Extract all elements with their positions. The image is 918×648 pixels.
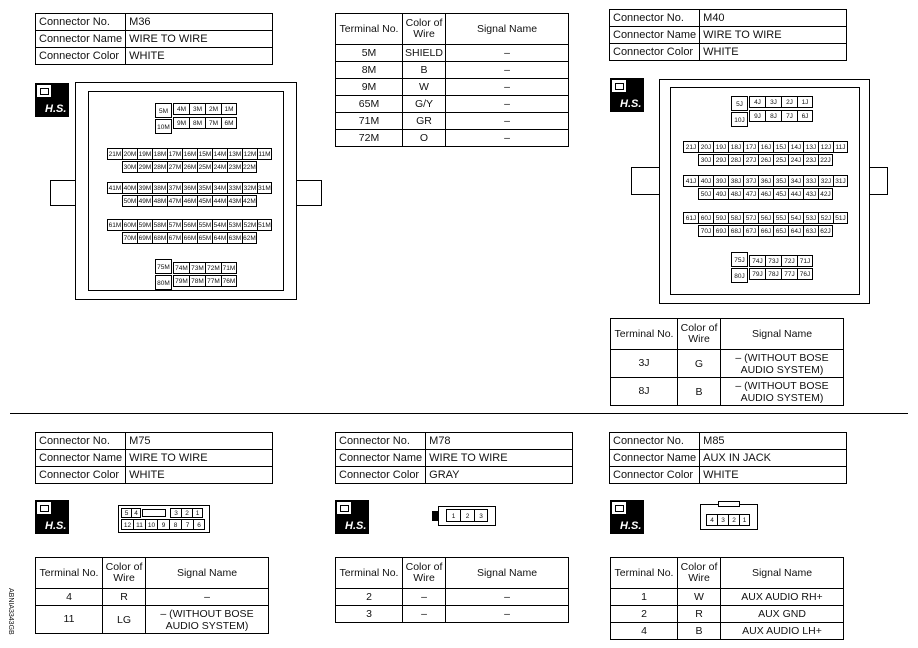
pin-row [683, 141, 848, 153]
terminal-pin: 16J [758, 141, 773, 153]
terminal-pin: 75M [155, 259, 172, 274]
terminal-pin: 16M [182, 148, 197, 160]
pin-row [749, 110, 813, 122]
table-row: 4 B AUX AUDIO LH+ [611, 623, 844, 640]
terminal-pin: 25M [197, 161, 212, 173]
terminal-pin: 63M [227, 232, 242, 244]
m75-connector-no: M75 [126, 433, 273, 450]
pin-row [122, 232, 257, 244]
terminal-pin: 18J [728, 141, 743, 153]
terminal-pin: 12 [121, 519, 133, 530]
pin-row [107, 148, 272, 160]
m40-info-table: Connector No. M40 Connector Name WIRE TO WIRE Connector Color WHITE [609, 9, 847, 61]
terminal-pin: 36J [758, 175, 773, 187]
terminal-pin: 31M [257, 182, 272, 194]
terminal-pin: 8M [189, 117, 205, 129]
terminal-pin: 79J [749, 268, 765, 280]
terminal-pin: 5J [731, 96, 748, 111]
terminal-pin: 10J [731, 112, 748, 127]
pin-row [121, 519, 205, 530]
m78-connector-name: WIRE TO WIRE [426, 450, 573, 467]
pin-row [122, 195, 257, 207]
table-row: 4 R – [36, 589, 269, 606]
terminal-pin: 20J [698, 141, 713, 153]
terminal-pin: 28J [728, 154, 743, 166]
table-row: 8M B – [336, 62, 569, 79]
terminal-pin: 22J [818, 154, 833, 166]
terminal-pin: 39J [713, 175, 728, 187]
terminal-pin: 24M [212, 161, 227, 173]
terminal-pin: 60M [122, 219, 137, 231]
terminal-pin: 70M [122, 232, 137, 244]
terminal-pin: 38M [152, 182, 167, 194]
terminal-pin: 66M [182, 232, 197, 244]
terminal-pin: 20M [122, 148, 137, 160]
terminal-pin: 43J [803, 188, 818, 200]
table-row: 11 LG – (WITHOUT BOSE AUDIO SYSTEM) [36, 606, 269, 634]
terminal-pin: 26M [182, 161, 197, 173]
terminal-pin: 8J [765, 110, 781, 122]
pin-row [698, 188, 833, 200]
terminal-pin: 9J [749, 110, 765, 122]
pin-row [107, 182, 272, 194]
terminal-pin: 78J [765, 268, 781, 280]
m85-connector-no: M85 [700, 433, 847, 450]
m78-info-table: Connector No. M78 Connector Name WIRE TO WIRE Connector Color GRAY [335, 432, 573, 484]
section-divider [10, 413, 908, 414]
pin-row [170, 508, 203, 518]
terminal-pin: 67M [167, 232, 182, 244]
m36-connector-color: WHITE [126, 48, 273, 65]
terminal-pin: 41J [683, 175, 698, 187]
terminal-pin: 4M [173, 103, 189, 115]
terminal-pin: 29M [137, 161, 152, 173]
terminal-pin: 53M [227, 219, 242, 231]
terminal-pin: 34J [788, 175, 803, 187]
terminal-pin: 11 [133, 519, 145, 530]
terminal-pin: 7 [181, 519, 193, 530]
terminal-pin: 1 [739, 514, 750, 526]
terminal-pin: 70J [698, 225, 713, 237]
m75-terminal-table: Terminal No. Color of Wire Signal Name 4 R – 11 LG – (WITHOUT BOSE AUDIO SYSTEM) [35, 557, 269, 634]
terminal-pin: 80M [155, 275, 172, 290]
terminal-pin: 72J [781, 255, 797, 267]
terminal-pin: 13J [803, 141, 818, 153]
m36-connector-name: WIRE TO WIRE [126, 31, 273, 48]
terminal-pin: 28M [152, 161, 167, 173]
m36-info-table: Connector No. M36 Connector Name WIRE TO WIRE Connector Color WHITE [35, 13, 273, 65]
m85-info-table: Connector No. M85 Connector Name AUX IN JACK Connector Color WHITE [609, 432, 847, 484]
terminal-pin: 2 [728, 514, 739, 526]
table-row: 71M GR – [336, 113, 569, 130]
m78-latch [432, 511, 439, 521]
terminal-pin: 71M [221, 262, 237, 274]
terminal-pin: 4J [749, 96, 765, 108]
terminal-pin: 74M [173, 262, 189, 274]
pin-row [446, 509, 488, 522]
terminal-pin: 3J [765, 96, 781, 108]
table-row: 2 – – [336, 589, 569, 606]
terminal-pin: 3 [717, 514, 728, 526]
m40-connector-name: WIRE TO WIRE [700, 27, 847, 44]
hs-icon: H.S. [35, 500, 69, 534]
terminal-pin: 23J [803, 154, 818, 166]
terminal-pin: 41M [107, 182, 122, 194]
m40-connector-color: WHITE [700, 44, 847, 61]
terminal-pin: 58M [152, 219, 167, 231]
hs-icon: H.S. [35, 83, 69, 117]
terminal-pin: 10M [155, 119, 172, 134]
terminal-pin: 42M [242, 195, 257, 207]
m85-terminal-table: Terminal No. Color of Wire Signal Name 1 W AUX AUDIO RH+ 2 R AUX GND 4 B AUX AUDIO LH+ [610, 557, 844, 640]
m85-connector-color: WHITE [700, 467, 847, 484]
terminal-pin: 32M [242, 182, 257, 194]
hs-icon: H.S. [610, 78, 644, 112]
terminal-pin: 32J [818, 175, 833, 187]
m78-terminal-table: Terminal No. Color of Wire Signal Name 2 – – 3 – – [335, 557, 569, 623]
terminal-pin: 14J [788, 141, 803, 153]
terminal-pin: 17J [743, 141, 758, 153]
table-row: 8J B – (WITHOUT BOSE AUDIO SYSTEM) [611, 378, 844, 406]
terminal-pin: 69J [713, 225, 728, 237]
terminal-pin: 14M [212, 148, 227, 160]
terminal-pin: 8 [169, 519, 181, 530]
pin-row [698, 154, 833, 166]
terminal-pin: 17M [167, 148, 182, 160]
terminal-pin: 5 [121, 508, 131, 518]
terminal-pin: 4 [131, 508, 141, 518]
terminal-pin: 65J [773, 225, 788, 237]
pin-row [706, 514, 750, 526]
terminal-pin: 39M [137, 182, 152, 194]
terminal-pin: 46M [182, 195, 197, 207]
terminal-pin: 51M [257, 219, 272, 231]
terminal-pin: 4 [706, 514, 717, 526]
terminal-pin: 45M [197, 195, 212, 207]
terminal-pin: 50J [698, 188, 713, 200]
terminal-pin: 64J [788, 225, 803, 237]
terminal-pin: 21M [107, 148, 122, 160]
terminal-pin: 63J [803, 225, 818, 237]
terminal-pin: 42J [818, 188, 833, 200]
terminal-pin: 73J [765, 255, 781, 267]
pin-row [683, 212, 848, 224]
terminal-pin: 52M [242, 219, 257, 231]
terminal-pin: 55J [773, 212, 788, 224]
terminal-pin: 48M [152, 195, 167, 207]
terminal-pin: 6J [797, 110, 813, 122]
terminal-pin: 74J [749, 255, 765, 267]
table-row: 9M W – [336, 79, 569, 96]
terminal-pin: 12M [242, 148, 257, 160]
m75-info-table: Connector No. M75 Connector Name WIRE TO WIRE Connector Color WHITE [35, 432, 273, 484]
terminal-pin: 35M [197, 182, 212, 194]
terminal-pin: 11J [833, 141, 848, 153]
terminal-pin: 6M [221, 117, 237, 129]
table-row: 5M SHIELD – [336, 45, 569, 62]
hs-icon: H.S. [610, 500, 644, 534]
terminal-pin: 62J [818, 225, 833, 237]
terminal-pin: 18M [152, 148, 167, 160]
terminal-pin: 62M [242, 232, 257, 244]
pin-row [683, 175, 848, 187]
terminal-pin: 69M [137, 232, 152, 244]
terminal-pin: 49M [137, 195, 152, 207]
terminal-pin: 64M [212, 232, 227, 244]
terminal-pin: 68J [728, 225, 743, 237]
m78-connector-color: GRAY [426, 467, 573, 484]
terminal-pin: 38J [728, 175, 743, 187]
pin-row [173, 275, 237, 287]
terminal-pin: 6 [193, 519, 205, 530]
table-row: 3J G – (WITHOUT BOSE AUDIO SYSTEM) [611, 350, 844, 378]
table-row: 72M O – [336, 130, 569, 147]
terminal-pin: 40M [122, 182, 137, 194]
table-row: 2 R AUX GND [611, 606, 844, 623]
terminal-pin: 5M [155, 103, 172, 118]
terminal-pin: 13M [227, 148, 242, 160]
terminal-pin: 33J [803, 175, 818, 187]
terminal-pin: 30J [698, 154, 713, 166]
pin-row [749, 268, 813, 280]
terminal-pin: 26J [758, 154, 773, 166]
terminal-pin: 47M [167, 195, 182, 207]
terminal-pin: 77J [781, 268, 797, 280]
pin-row [749, 96, 813, 108]
terminal-pin: 56M [182, 219, 197, 231]
terminal-pin: 78M [189, 275, 205, 287]
terminal-pin: 44J [788, 188, 803, 200]
terminal-pin: 25J [773, 154, 788, 166]
terminal-pin: 19J [713, 141, 728, 153]
terminal-pin: 58J [728, 212, 743, 224]
m36-terminal-table: Terminal No. Color of Wire Signal Name 5M SHIELD – 8M B – 9M W – 65M G/Y – 71M GR – 72M O – [335, 13, 569, 147]
terminal-pin: 47J [743, 188, 758, 200]
terminal-pin: 19M [137, 148, 152, 160]
m40-connector-no: M40 [700, 10, 847, 27]
terminal-pin: 22M [242, 161, 257, 173]
terminal-pin: 61J [683, 212, 698, 224]
terminal-pin: 10 [145, 519, 157, 530]
pin-row [107, 219, 272, 231]
terminal-pin: 57M [167, 219, 182, 231]
terminal-pin: 7J [781, 110, 797, 122]
terminal-pin: 36M [182, 182, 197, 194]
m85-key [718, 501, 740, 507]
terminal-pin: 37J [743, 175, 758, 187]
terminal-pin: 56J [758, 212, 773, 224]
table-row: 65M G/Y – [336, 96, 569, 113]
terminal-pin: 52J [818, 212, 833, 224]
terminal-pin: 37M [167, 182, 182, 194]
terminal-pin: 15J [773, 141, 788, 153]
figure-code: ABNIA3343GB [7, 588, 14, 635]
terminal-pin: 33M [227, 182, 242, 194]
terminal-pin: 3M [189, 103, 205, 115]
table-row: 1 W AUX AUDIO RH+ [611, 589, 844, 606]
terminal-pin: 12J [818, 141, 833, 153]
terminal-pin: 27J [743, 154, 758, 166]
terminal-pin: 48J [728, 188, 743, 200]
terminal-pin: 3 [170, 508, 181, 518]
m75-connector-color: WHITE [126, 467, 273, 484]
terminal-pin: 59J [713, 212, 728, 224]
terminal-pin: 44M [212, 195, 227, 207]
terminal-pin: 55M [197, 219, 212, 231]
terminal-pin: 1M [221, 103, 237, 115]
hs-icon: H.S. [335, 500, 369, 534]
m40-terminal-table: Terminal No. Color of Wire Signal Name 3J G – (WITHOUT BOSE AUDIO SYSTEM) 8J B – (WITHOUT BOSE AUDIO SYSTEM) [610, 318, 844, 406]
terminal-pin: 77M [205, 275, 221, 287]
terminal-pin [142, 509, 166, 517]
pin-row [122, 161, 257, 173]
terminal-pin: 2 [460, 509, 474, 522]
terminal-pin: 66J [758, 225, 773, 237]
m85-connector-name: AUX IN JACK [700, 450, 847, 467]
terminal-pin: 9 [157, 519, 169, 530]
terminal-pin: 9M [173, 117, 189, 129]
terminal-pin: 51J [833, 212, 848, 224]
terminal-pin: 45J [773, 188, 788, 200]
terminal-pin: 2J [781, 96, 797, 108]
terminal-pin: 1 [192, 508, 203, 518]
table-row: 3 – – [336, 606, 569, 623]
terminal-pin: 72M [205, 262, 221, 274]
pin-row [173, 262, 237, 274]
terminal-pin: 54M [212, 219, 227, 231]
terminal-pin: 43M [227, 195, 242, 207]
terminal-pin: 73M [189, 262, 205, 274]
pin-row [173, 117, 237, 129]
terminal-pin: 59M [137, 219, 152, 231]
terminal-pin: 60J [698, 212, 713, 224]
terminal-pin: 1 [446, 509, 460, 522]
terminal-pin: 50M [122, 195, 137, 207]
m78-connector-no: M78 [426, 433, 573, 450]
terminal-pin: 57J [743, 212, 758, 224]
m75-connector-name: WIRE TO WIRE [126, 450, 273, 467]
terminal-pin: 75J [731, 252, 748, 267]
terminal-pin: 76J [797, 268, 813, 280]
m36-connector-no: M36 [126, 14, 273, 31]
terminal-pin: 2M [205, 103, 221, 115]
terminal-pin: 61M [107, 219, 122, 231]
terminal-pin: 35J [773, 175, 788, 187]
terminal-pin: 11M [257, 148, 272, 160]
pin-row [749, 255, 813, 267]
terminal-pin: 7M [205, 117, 221, 129]
terminal-pin: 29J [713, 154, 728, 166]
terminal-pin: 40J [698, 175, 713, 187]
terminal-pin: 49J [713, 188, 728, 200]
terminal-pin: 71J [797, 255, 813, 267]
terminal-pin: 1J [797, 96, 813, 108]
terminal-pin: 79M [173, 275, 189, 287]
terminal-pin: 65M [197, 232, 212, 244]
terminal-pin: 27M [167, 161, 182, 173]
terminal-pin: 30M [122, 161, 137, 173]
terminal-pin: 34M [212, 182, 227, 194]
pin-row [698, 225, 833, 237]
pin-row [173, 103, 237, 115]
terminal-pin: 24J [788, 154, 803, 166]
terminal-pin: 3 [474, 509, 488, 522]
terminal-pin: 31J [833, 175, 848, 187]
terminal-pin: 15M [197, 148, 212, 160]
terminal-pin: 46J [758, 188, 773, 200]
terminal-pin: 68M [152, 232, 167, 244]
terminal-pin: 23M [227, 161, 242, 173]
terminal-pin: 54J [788, 212, 803, 224]
terminal-pin: 76M [221, 275, 237, 287]
terminal-pin: 2 [181, 508, 192, 518]
terminal-pin: 67J [743, 225, 758, 237]
terminal-pin: 80J [731, 268, 748, 283]
pin-row [121, 508, 141, 518]
terminal-pin: 21J [683, 141, 698, 153]
terminal-pin: 53J [803, 212, 818, 224]
